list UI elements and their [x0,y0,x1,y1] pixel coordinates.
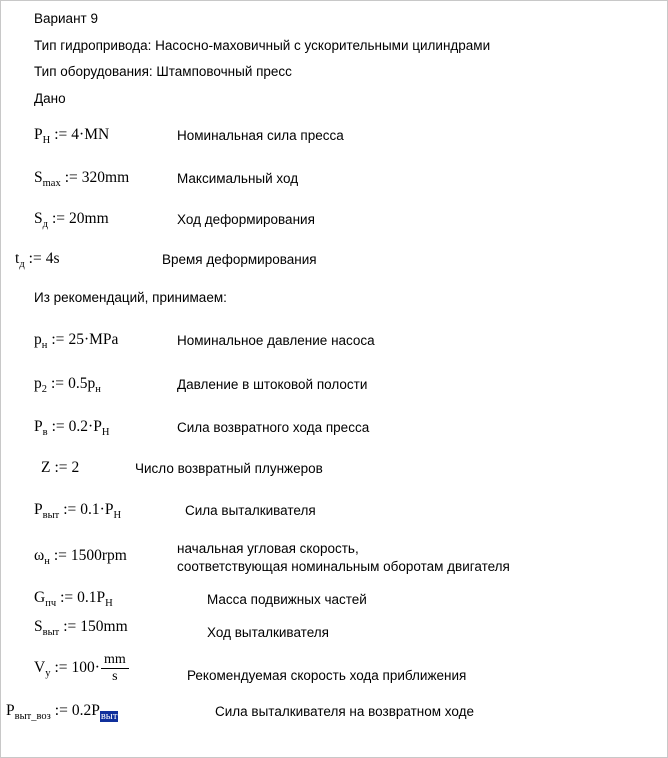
assign-operator: := [51,375,65,392]
math-def-p_2[interactable] [34,375,101,393]
desc-omega-line2: соответствующая номинальным оборотам двигателя [177,559,510,574]
math-def-P_vyt[interactable] [34,501,121,519]
desc-P_vyt_voz: Сила выталкивателя на возвратном ходе [215,704,474,719]
assign-operator: := [63,501,77,518]
var-base: G [34,589,46,606]
assign-operator: := [54,459,68,476]
var-subscript: Н [42,135,51,146]
var-subscript: выт [42,510,60,521]
assign-operator: := [51,418,65,435]
value: 4s [45,250,60,267]
assign-operator: := [54,702,68,719]
assign-operator: := [64,169,78,186]
var-base: S [34,618,43,635]
var-subscript: 2 [41,384,47,395]
assign-operator: := [54,659,68,677]
desc-S_max: Максимальный ход [177,171,299,186]
var-subscript: у [45,668,51,680]
var-subscript: н [44,556,50,567]
math-def-t_d[interactable] [15,250,60,268]
var-subscript: н [41,340,48,351]
desc-Z: Число возвратный плунжеров [135,461,323,476]
var-subscript: max [42,178,61,189]
math-def-V_y[interactable] [34,652,130,685]
recommendations-label: Из рекомендаций, принимаем: [34,290,227,305]
value-subscript: Н [113,510,122,521]
desc-omega-line1: начальная угловая скорость, [177,541,359,556]
desc-P_v: Сила возвратного хода пресса [177,420,370,435]
value: 100· [71,659,100,677]
assign-operator: := [51,210,66,227]
math-def-G_pch[interactable] [34,589,113,607]
var-subscript: д [19,259,25,270]
var-base: P [34,418,43,435]
desc-p_2: Давление в штоковой полости [177,377,368,392]
math-def-P_vyt_voz[interactable] [6,702,118,720]
math-def-S_d[interactable] [34,210,109,228]
value: 0.5p [68,375,96,392]
value: 0.1P [77,589,106,606]
var-base: p [34,331,42,348]
desc-G_pch: Масса подвижных частей [207,592,367,607]
value: 320mm [81,169,130,186]
math-def-S_max[interactable] [34,169,129,187]
var-subscript: в [42,427,48,438]
var-base: t [15,250,20,267]
math-def-S_vyt[interactable] [34,618,128,636]
assign-operator: := [63,618,77,635]
fraction-denominator: s [112,669,118,685]
var-base: V [34,659,46,677]
var-subscript: пч [45,598,57,609]
value-subscript: н [95,384,101,395]
var-base: Z [41,459,51,476]
value: 2 [71,459,80,476]
given-label: Дано [34,91,66,106]
value: 150mm [80,618,128,635]
desc-S_d: Ход деформирования [177,212,315,227]
fraction [101,652,129,685]
var-base: S [34,169,43,186]
var-subscript: выт [42,627,60,638]
var-subscript: д [42,219,48,230]
var-base: ω [34,547,45,564]
math-def-P_v[interactable] [34,418,109,436]
var-base: P [6,702,15,719]
desc-P_H: Номинальная сила пресса [177,128,344,143]
equipment-type-label: Тип оборудования: Штамповочный пресс [34,64,292,79]
math-def-p_n[interactable] [34,331,118,349]
var-subscript: выт_воз [14,711,51,722]
math-def-P_H[interactable] [34,126,109,144]
fraction-numerator: mm [101,652,129,669]
math-def-Z[interactable] [41,459,79,477]
var-base: p [34,375,42,392]
var-base: P [34,501,43,518]
value: 4·MN [71,126,110,143]
assign-operator: := [53,547,67,564]
value: 0.2·P [68,418,102,435]
desc-p_n: Номинальное давление насоса [177,333,375,348]
desc-t_d: Время деформирования [162,252,317,267]
value-subscript-selected[interactable]: выт [100,711,118,722]
var-base: S [34,210,43,227]
desc-P_vyt: Сила выталкивателя [185,503,316,518]
assign-operator: := [51,331,65,348]
desc-S_vyt: Ход выталкивателя [207,625,329,640]
value: 20mm [69,210,109,227]
assign-operator: := [54,126,68,143]
math-def-omega_n[interactable] [34,547,127,565]
value: 0.1·P [80,501,114,518]
assign-operator: := [28,250,42,267]
value: 0.2P [71,702,100,719]
assign-operator: := [60,589,74,606]
desc-V_y: Рекомендуемая скорость хода приближения [187,668,467,683]
variant-label: Вариант 9 [34,11,98,26]
drive-type-label: Тип гидропривода: Насосно-маховичный с ускорительными цилиндрами [34,38,491,53]
value-subscript: Н [105,598,113,609]
var-base: P [34,126,43,143]
value: 25·MPa [68,331,119,348]
value: 1500rpm [70,547,127,564]
value-subscript: Н [101,427,110,438]
